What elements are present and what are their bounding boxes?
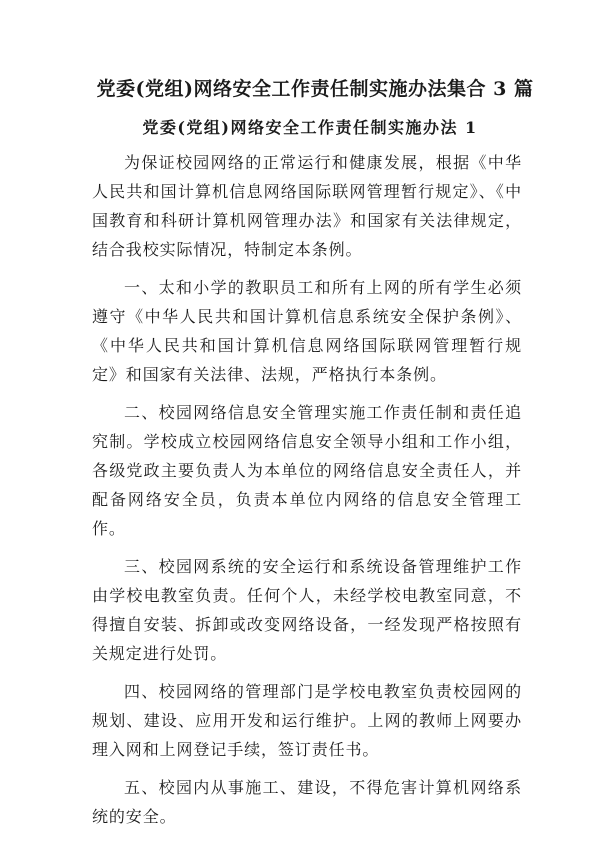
paragraph-article-2: 二、校园网络信息安全管理实施工作责任制和责任追究制。学校成立校园网络信息安全领导小组和工作小组，各级党政主要负责人为本单位的网络信息安全责任人，并配备网络安全员，负责本单位内网络的信息安全管理工作。	[92, 403, 522, 538]
paragraph-article-5: 五、校园内从事施工、建设，不得危害计算机网络系统的安全。	[92, 778, 522, 826]
paragraph-article-3: 三、校园网系统的安全运行和系统设备管理维护工作由学校电教室负责。任何个人，未经学校电教室同意，不得擅自安装、拆卸或改变网络设备，一经发现严格按照有关规定进行处罚。	[92, 557, 522, 663]
paragraph-article-4: 四、校园网络的管理部门是学校电教室负责校园网的规划、建设、应用开发和运行维护。上网的教师上网要办理入网和上网登记手续，签订责任书。	[92, 682, 522, 759]
document-title: 党委(党组)网络安全工作责任制实施办法集合 3 篇	[96, 78, 534, 100]
paragraph-article-1: 一、太和小学的教职员工和所有上网的所有学生必须遵守《中华人民共和国计算机信息系统安全保护条例》、《中华人民共和国计算机信息网络国际联网管理暂行规定》和国家有关法律、法规，严格执行本条例。	[92, 278, 522, 384]
paragraph-intro: 为保证校园网络的正常运行和健康发展，根据《中华人民共和国计算机信息网络国际联网管理暂行规定》、《中国教育和科研计算机网管理办法》和国家有关法律规定，结合我校实际情况，特制定本条例。	[92, 153, 522, 259]
document-subtitle: 党委(党组)网络安全工作责任制实施办法 1	[142, 118, 478, 137]
document-body	[92, 148, 522, 840]
